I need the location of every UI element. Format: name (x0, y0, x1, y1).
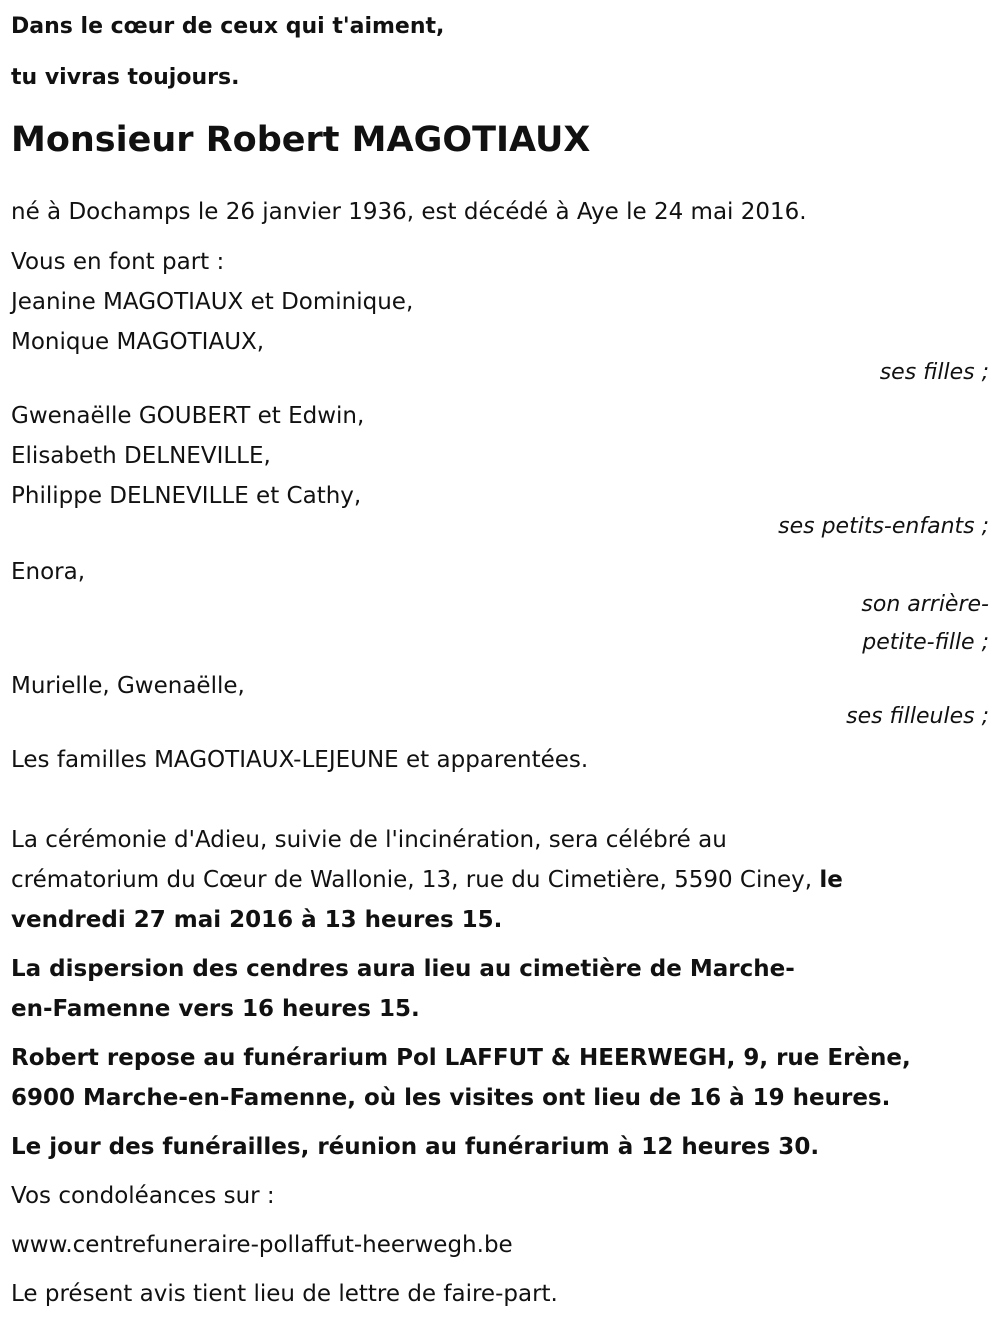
epigraph-line-2: tu vivras toujours. (11, 65, 240, 90)
daughters-label: ses filles ; (879, 360, 989, 385)
epigraph-line-1: Dans le cœur de ceux qui t'aiment, (11, 14, 445, 39)
funeral-day-line: Le jour des funérailles, réunion au funérarium à 12 heures 30. (11, 1134, 820, 1160)
goddaughters-label: ses filleules ; (846, 704, 989, 729)
ceremony-text-2: crématorium du Cœur de Wallonie, 13, rue du Cimetière, 5590 Ciney, (11, 867, 813, 893)
great-grandchild: Enora, (11, 559, 86, 585)
ceremony-line-2 (11, 860, 991, 900)
great-grandchild-label-1: son arrière- (861, 592, 989, 617)
families-line: Les familles MAGOTIAUX-LEJEUNE et apparentées. (11, 747, 589, 773)
grandchild-3: Philippe DELNEVILLE et Cathy, (11, 483, 362, 509)
website-link[interactable]: www.centrefuneraire-pollaffut-heerwegh.be (11, 1232, 513, 1258)
intro-line: Vous en font part : (11, 249, 225, 275)
dispersion-line-1: La dispersion des cendres aura lieu au cimetière de Marche- (11, 956, 795, 982)
daughter-1: Jeanine MAGOTIAUX et Dominique, (11, 289, 414, 315)
birth-death-line: né à Dochamps le 26 janvier 1936, est décédé à Aye le 24 mai 2016. (11, 199, 807, 225)
goddaughters: Murielle, Gwenaëlle, (11, 673, 245, 699)
daughter-2: Monique MAGOTIAUX, (11, 329, 265, 355)
grandchild-2: Elisabeth DELNEVILLE, (11, 443, 271, 469)
obituary-notice (11, 0, 991, 1314)
great-grandchild-label-2: petite-fille ; (862, 630, 989, 655)
ceremony-date: vendredi 27 mai 2016 à 13 heures 15. (11, 907, 503, 933)
ceremony-line-1: La cérémonie d'Adieu, suivie de l'incinération, sera célébré au (11, 827, 727, 853)
funerarium-line-1: Robert repose au funérarium Pol LAFFUT & HEERWEGH, 9, rue Erène, (11, 1045, 911, 1071)
funerarium-line-2: 6900 Marche-en-Famenne, où les visites ont lieu de 16 à 19 heures. (11, 1085, 891, 1111)
deceased-name: Monsieur Robert MAGOTIAUX (11, 120, 591, 160)
condolences-label: Vos condoléances sur : (11, 1183, 275, 1209)
grandchildren-label: ses petits-enfants ; (778, 514, 989, 539)
dispersion-line-2: en-Famenne vers 16 heures 15. (11, 996, 420, 1022)
grandchild-1: Gwenaëlle GOUBERT et Edwin, (11, 403, 365, 429)
closing-line: Le présent avis tient lieu de lettre de faire-part. (11, 1281, 558, 1307)
ceremony-text-2-bold: le (819, 867, 843, 893)
